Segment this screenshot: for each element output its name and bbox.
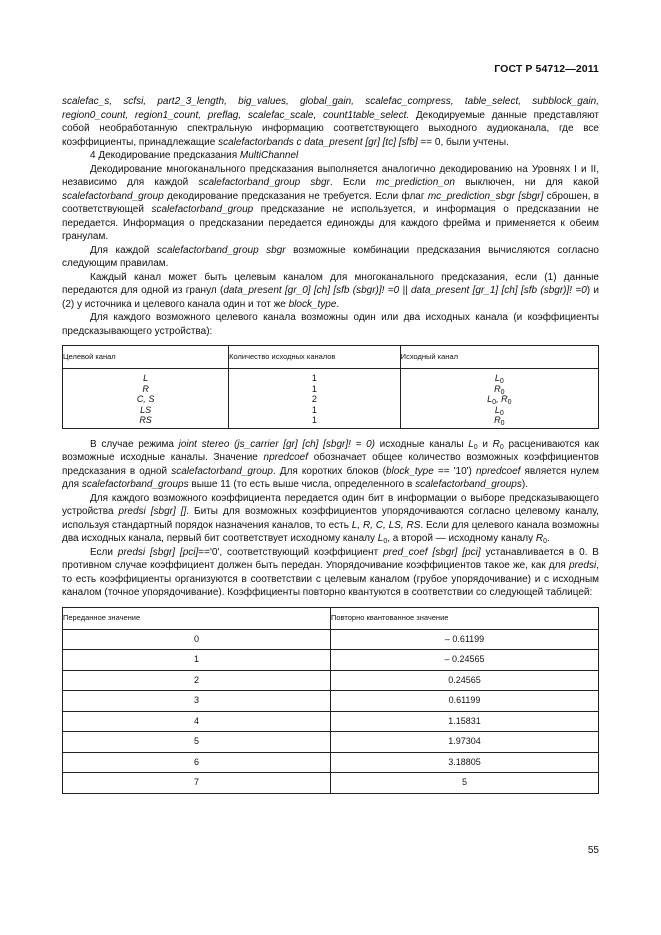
cell-text: 1 (311, 415, 317, 425)
text: . Биты для возможных коэффициентов упорядочиваются согласно целевому каналу, используя стандартный порядок назначения каналов, то есть (62, 506, 600, 531)
text: устанавливается в 0. В противном случае коэффициент должен быть передан. Упорядочивание коэффициентов такое же, как для (62, 546, 599, 571)
table-header-row (63, 346, 599, 369)
text: и (477, 438, 493, 450)
target-channel (63, 384, 229, 395)
text: ). (521, 479, 528, 490)
cell-text: L (143, 373, 149, 383)
cell-text: R (494, 383, 501, 394)
transmitted-value: 0 (63, 629, 331, 650)
transmitted-value: 3 (63, 691, 331, 712)
paragraph-3 (62, 244, 599, 271)
italic-term: scalefactorband_group sbgr (156, 244, 286, 256)
subscript: 0 (499, 443, 504, 451)
table-row (63, 732, 599, 753)
subscript: 0 (543, 538, 548, 545)
source-count (229, 405, 401, 416)
subscript: 0 (507, 399, 512, 406)
table-row (63, 670, 599, 691)
italic-term: data_present [gr_0] [ch] [sfb (sbgr)]! =0 || data_present [gr_1] [ch] [sfb (sbgr)]! =0 (223, 285, 587, 296)
text: , а второй — исходному каналу (387, 533, 536, 544)
requantized-value: – 0.61199 (331, 629, 599, 650)
italic-term: scalefactorband_group sbgr (198, 177, 330, 188)
source-channel (400, 394, 598, 405)
table-header-row (63, 607, 599, 629)
cell-text: RS (139, 415, 152, 425)
subscript: 0 (492, 399, 497, 406)
table-row (63, 773, 599, 794)
italic-term: predsi [sbgr] [pci] (117, 546, 199, 558)
text: выключен, ни для какой (454, 177, 599, 188)
text: В случае режима (90, 438, 179, 450)
italic-term: scalefac_s, scfsi, part2_3_length, big_values, global_gain, scalefac_compress, table_select, subblock_gain, region0_count, region1_count, preflag, scalefac_scale, count1table_select. (62, 96, 599, 121)
text: . Для коротких блоков ( (272, 465, 386, 477)
transmitted-value: 2 (63, 670, 331, 691)
page-number: 55 (587, 845, 599, 856)
italic-term: mc_prediction_sbgr [sbgr] (427, 190, 544, 202)
italic-term: scalefactorband_group (151, 204, 254, 215)
target-channel (63, 394, 229, 405)
text: возможные комбинации предсказания вычисляются согласно следующим правилам. (62, 244, 599, 269)
italic-term: scalefactorband_groups (81, 479, 189, 490)
text: . Если для целевого канала возможны два исходных канала, первый бит соответствует исходному каналу (62, 519, 600, 544)
source-count (229, 415, 401, 428)
text: == '10') (433, 465, 476, 477)
column-header: Количество исходных каналов (229, 346, 401, 369)
table-row (63, 752, 599, 773)
source-count (229, 394, 401, 405)
text: . (547, 533, 550, 544)
italic-term: R (535, 533, 544, 544)
paragraph-5: Для каждого возможного целевого канала возможны один или два исходных канала (и коэффициенты предсказывающего устройства): (62, 312, 599, 337)
requantized-value: 3.18805 (331, 752, 599, 773)
italic-term: R (492, 438, 500, 450)
target-channel (63, 415, 229, 428)
transmitted-value: 6 (63, 752, 331, 773)
italic-term: L (377, 533, 384, 544)
transmitted-value: 1 (63, 650, 331, 671)
table-row (63, 650, 599, 671)
document-body (62, 95, 599, 794)
italic-term: MultiChannel (239, 150, 299, 161)
target-channel (63, 405, 229, 416)
cell-text: R (494, 415, 501, 425)
italic-term: npredcoef (475, 465, 521, 477)
source-channel-table (62, 345, 599, 429)
subscript: 0 (499, 378, 504, 385)
section-title (62, 149, 599, 163)
cell-text: C, S (136, 394, 155, 404)
table-row (63, 369, 599, 384)
table-row (63, 405, 599, 416)
source-count (229, 384, 401, 395)
italic-term: scalefactorband_group (62, 190, 164, 202)
text: ) и (2) у источника и целевого канала один и тот же (62, 285, 599, 310)
paragraph-8 (62, 546, 599, 600)
source-count (229, 369, 401, 384)
cell-text: LS (140, 404, 152, 415)
column-header: Повторно квантованное значение (331, 607, 599, 629)
target-channel (63, 369, 229, 384)
italic-term: scalefactorband_groups (415, 479, 522, 490)
column-header: Целевой канал (63, 346, 229, 369)
cell-text: L (494, 404, 500, 415)
italic-term: predsi (568, 560, 597, 571)
text: Для каждого возможного коэффициента передается один бит в информации о выборе предсказывающего устройства (62, 492, 599, 517)
requantized-value: 1.97304 (331, 732, 599, 753)
text: == 0, были учтены. (417, 136, 509, 148)
italic-term: pred_coef [sbgr] [pci] (383, 546, 481, 558)
source-channel (400, 384, 598, 395)
text: Декодируемые данные представляют собой необработанную спектральную информацию соответствующего выходного аудиоканала, где все коэффициенты, принадлежащие (62, 109, 599, 148)
table-body (63, 369, 599, 429)
italic-term: mc_prediction_on (376, 177, 455, 188)
subscript: 0 (499, 409, 504, 417)
italic-term: block_type (288, 298, 337, 310)
subscript: 0 (500, 388, 505, 396)
table-row (63, 394, 599, 405)
italic-term: L, R, C, LS, RS (351, 519, 421, 531)
text: . Если (329, 177, 377, 188)
requantized-value: 0.24565 (331, 670, 599, 691)
italic-term: scalefactorband_group (171, 465, 273, 477)
cell-text: L (494, 373, 500, 383)
paragraph-1 (62, 95, 599, 149)
table-row (63, 415, 599, 428)
italic-term: npredcoef (263, 452, 309, 463)
text: =='0', соответствующий коэффициент (198, 546, 384, 558)
requantized-value: 1.15831 (331, 711, 599, 732)
table-row (63, 691, 599, 712)
cell-text: 1 (311, 383, 317, 394)
text: расцениваются как возможные исходные каналы. Значение (62, 438, 599, 463)
text: декодирование предсказания не требуется. Если флаг (163, 190, 428, 202)
italic-term: scalefactorbands с data_present [gr] [tc] [sfb] (218, 136, 418, 148)
transmitted-value: 4 (63, 711, 331, 732)
paragraph-2 (62, 163, 599, 244)
text: выше 11 (то есть выше числа, определенного в (188, 479, 416, 490)
table-row (63, 711, 599, 732)
requantized-value: – 0.24565 (331, 650, 599, 671)
transmitted-value: 7 (63, 773, 331, 794)
text: обозначает общее количество возможных коэффициентов предсказания в одной (62, 452, 599, 477)
subscript: 0 (500, 420, 505, 427)
cell-text: R (142, 383, 149, 394)
text: является нулем для (62, 465, 599, 490)
cell-text: 1 (311, 373, 317, 383)
doc-header: ГОСТ Р 54712—2011 (494, 63, 599, 75)
text: , то есть коэффициенты организуются в соответствии с целевым каналом (грубое упорядочивание) и с исходным каналом (точное упорядочивание). Коэффициенты повторно квантуются в соответствии со следующей таблицей: (62, 560, 599, 598)
transmitted-value: 5 (63, 732, 331, 753)
source-channel (400, 369, 598, 384)
column-header: Переданное значение (63, 607, 331, 629)
text: сброшен, в соответствующей (62, 190, 599, 215)
italic-term: joint stereo (js_carrier [gr] [ch] [sbgr]! = 0) (178, 438, 375, 450)
text: предсказание не используется, и информация о предсказании не передается. Информация о предсказании передается единожды для каждого фрейма и применяется к обеим гранулам. (62, 204, 599, 242)
source-channel (400, 405, 598, 416)
text: Декодирование многоканального предсказания выполняется аналогично декодированию на Уровнях I и II, независимо для каждой (62, 163, 599, 188)
italic-term: block_type (386, 465, 434, 477)
text: Каждый канал может быть целевым каналом для многоканального предсказания, если (1) данные передаются для одной из гранул ( (62, 271, 599, 296)
table-row (63, 384, 599, 395)
italic-term: L (468, 438, 474, 450)
paragraph-7 (62, 492, 599, 546)
requantized-value: 5 (331, 773, 599, 794)
paragraph-6 (62, 438, 599, 492)
subscript: 0 (383, 538, 388, 545)
cell-text: 1 (311, 404, 317, 415)
text: Если (90, 546, 118, 558)
text: 4 Декодирование предсказания (90, 150, 240, 161)
text: исходные каналы (375, 438, 469, 450)
text: . (336, 298, 340, 310)
subscript: 0 (473, 443, 478, 451)
cell-text: , R (496, 394, 508, 404)
requantized-value: 0.61199 (331, 691, 599, 712)
requantization-table (62, 607, 599, 794)
italic-term: predsi [sbgr] [] (118, 506, 187, 517)
table-row (63, 629, 599, 650)
paragraph-4 (62, 271, 599, 312)
source-channel (400, 415, 598, 428)
column-header: Исходный канал (400, 346, 598, 369)
cell-text: 2 (311, 394, 317, 404)
text: Для каждой (90, 244, 157, 256)
cell-text: L (487, 394, 493, 404)
table-body (63, 629, 599, 793)
